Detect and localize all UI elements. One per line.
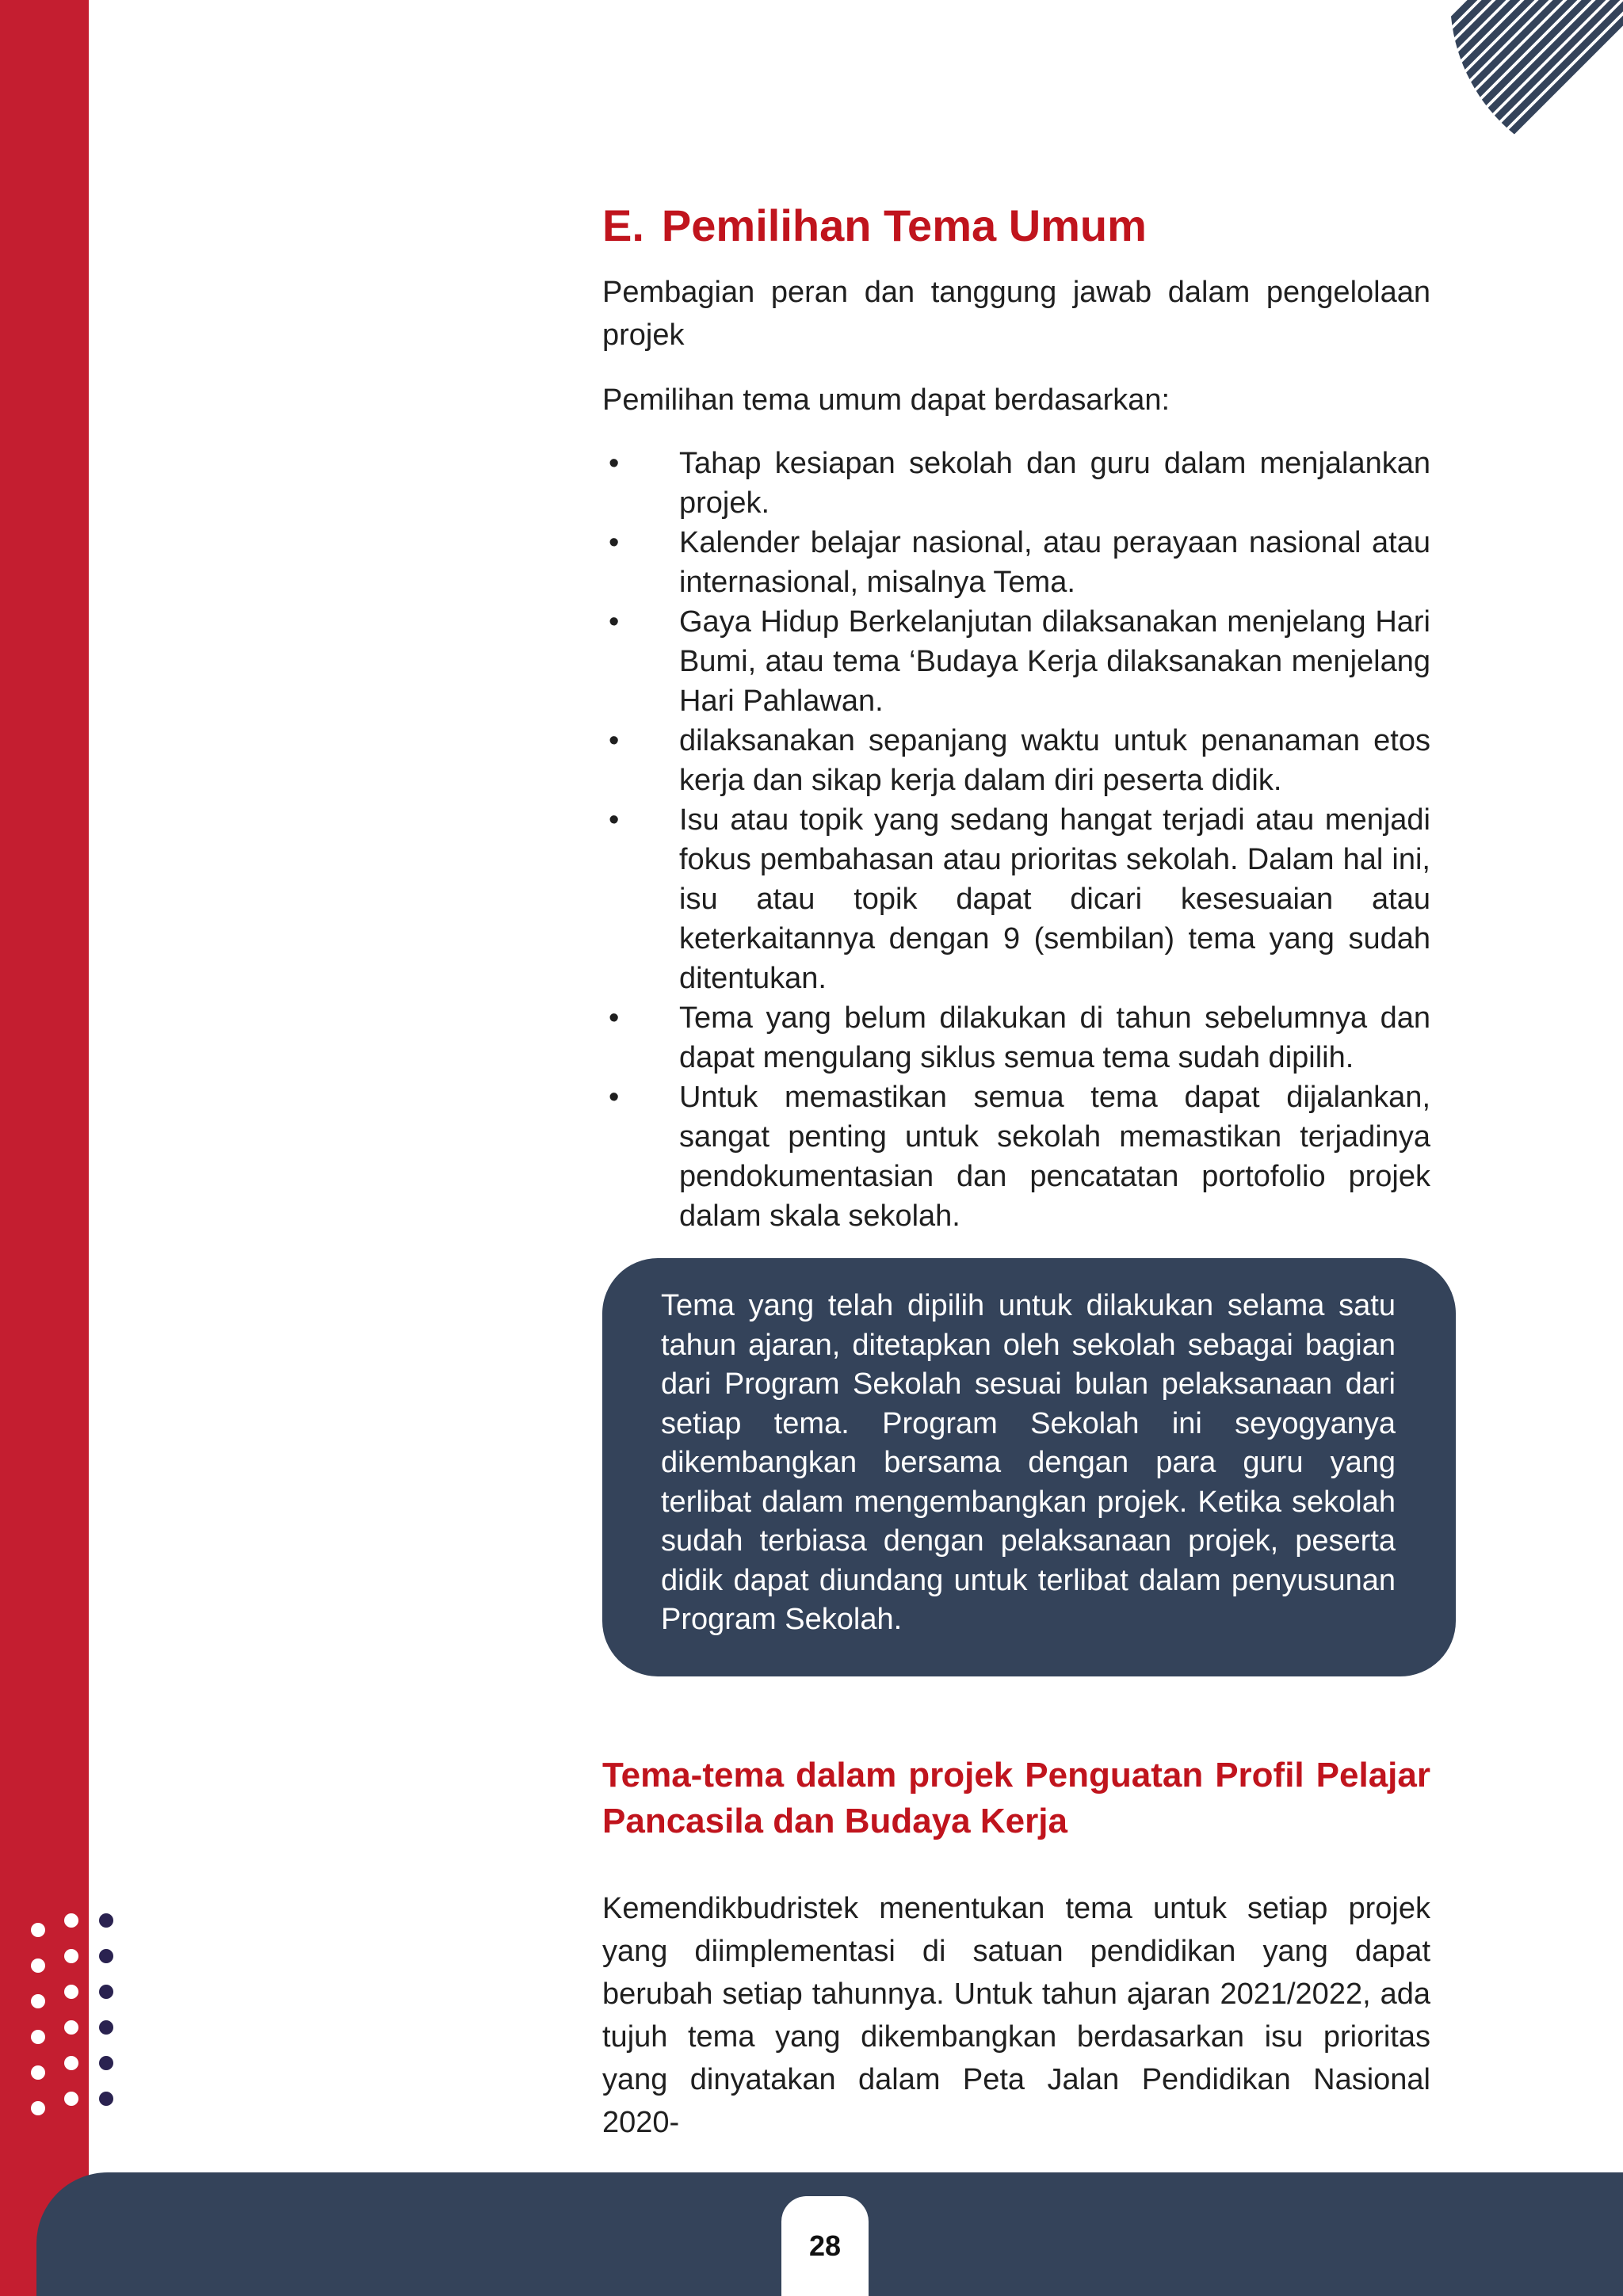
decor-dot bbox=[99, 2020, 113, 2035]
list-item: • Gaya Hidup Berkelanjutan dilaksanakan menjelang Hari Bumi, atau tema ‘Budaya Kerja dilaksanakan menjelang Hari Pahlawan. bbox=[602, 602, 1430, 721]
subsection-paragraph: Kemendikbudristek menentukan tema untuk setiap projek yang diimplementasi di satuan pendidikan yang dapat berubah setiap tahunnya. Untuk tahun ajaran 2021/2022, ada tujuh tema yang dikembangkan berdasarkan isu prioritas yang dinyatakan dalam Peta Jalan Pendidikan Nasional 2020- bbox=[602, 1891, 1430, 2139]
page-number: 28 bbox=[781, 2196, 869, 2296]
criteria-list bbox=[602, 444, 1430, 1236]
bullet-icon: • bbox=[609, 1001, 620, 1035]
bullet-icon: • bbox=[609, 803, 620, 837]
decor-dot bbox=[64, 1949, 78, 1963]
decor-dot bbox=[31, 2101, 45, 2115]
list-item: • Isu atau topik yang sedang hangat terjadi atau menjadi fokus pembahasan atau prioritas sekolah. Dalam hal ini, isu atau topik dapat dicari kesesuaian atau keterkaitannya dengan 9 (sembilan) tema yang sudah ditentukan. bbox=[602, 800, 1430, 998]
list-item: • Tahap kesiapan sekolah dan guru dalam menjalankan projek. bbox=[602, 444, 1430, 523]
decor-dot bbox=[99, 2056, 113, 2070]
decor-dot bbox=[99, 1949, 113, 1963]
decorative-dots-icon bbox=[29, 1911, 124, 2125]
lead-paragraph: Pemilihan tema umum dapat berdasarkan: bbox=[602, 383, 1170, 417]
decor-dot bbox=[31, 2030, 45, 2044]
decor-dot bbox=[31, 1994, 45, 2008]
bullet-icon: • bbox=[609, 605, 620, 639]
stripe bbox=[1441, 0, 1623, 182]
intro-paragraph: Pembagian peran dan tanggung jawab dalam pengelolaan projek bbox=[602, 276, 1430, 352]
decor-dot bbox=[64, 2092, 78, 2106]
bullet-icon: • bbox=[609, 724, 620, 757]
bullet-icon: • bbox=[609, 1081, 620, 1114]
decor-dot bbox=[64, 1913, 78, 1928]
list-item: • Kalender belajar nasional, atau perayaan nasional atau internasional, misalnya Tema. bbox=[602, 523, 1430, 602]
section-letter: E. bbox=[602, 200, 644, 250]
list-item: • Tema yang belum dilakukan di tahun sebelumnya dan dapat mengulang siklus semua tema sudah dipilih. bbox=[602, 998, 1430, 1077]
decor-dot bbox=[31, 2065, 45, 2080]
decor-dot bbox=[64, 1985, 78, 1999]
decorative-stripes-icon bbox=[1441, 0, 1623, 182]
decor-dot bbox=[99, 2092, 113, 2106]
note-box: Tema yang telah dipilih untuk dilakukan selama satu tahun ajaran, ditetapkan oleh sekolah sebagai bagian dari Program Sekolah sesuai bulan pelaksanaan dari setiap tema. Program Sekolah ini seyogyanya dikembangkan bersama dengan para guru yang terlibat dalam mengembangkan projek. Ketika sekolah sudah terbiasa dengan pelaksanaan projek, peserta didik dapat diundang untuk terlibat dalam penyusunan Program Sekolah. bbox=[602, 1258, 1456, 1676]
decor-dot bbox=[64, 2020, 78, 2035]
decor-dot bbox=[64, 2056, 78, 2070]
decor-dot bbox=[99, 1985, 113, 1999]
decor-dot bbox=[31, 1923, 45, 1937]
subsection-title: Tema-tema dalam projek Penguatan Profil Pelajar Pancasila dan Budaya Kerja bbox=[602, 1755, 1430, 1840]
bullet-icon: • bbox=[609, 526, 620, 559]
decor-dot bbox=[99, 1913, 113, 1928]
page-content bbox=[602, 190, 1430, 2144]
decor-dot bbox=[31, 1958, 45, 1973]
bullet-icon: • bbox=[609, 447, 620, 480]
list-item: • Untuk memastikan semua tema dapat dijalankan, sangat penting untuk sekolah memastikan terjadinya pendokumentasian dan pencatatan portofolio projek dalam skala sekolah. bbox=[602, 1077, 1430, 1236]
list-item: • dilaksanakan sepanjang waktu untuk penanaman etos kerja dan sikap kerja dalam diri peserta didik. bbox=[602, 721, 1430, 800]
section-title bbox=[602, 190, 1430, 261]
section-title-text: Pemilihan Tema Umum bbox=[661, 200, 1147, 250]
